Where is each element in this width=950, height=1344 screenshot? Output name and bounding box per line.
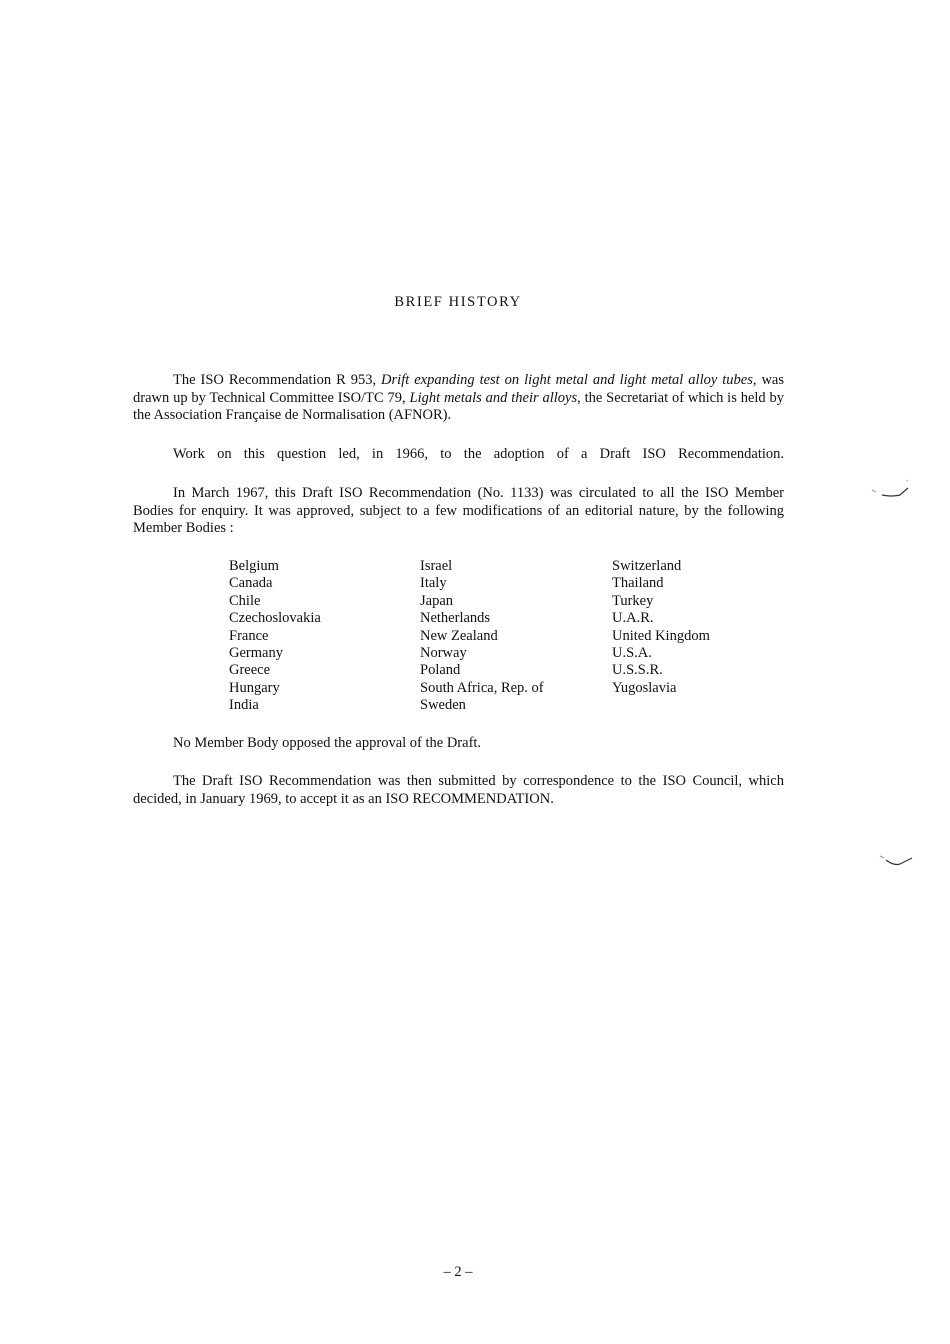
page-title: BRIEF HISTORY — [394, 294, 522, 310]
list-item: Germany — [229, 645, 283, 662]
list-item: Hungary — [229, 679, 280, 696]
paragraph-council-acceptance — [133, 773, 784, 808]
list-item: South Africa, Rep. of — [420, 679, 544, 696]
list-item: United Kingdom — [612, 627, 710, 644]
list-item: Poland — [420, 662, 461, 679]
list-item: Japan — [420, 592, 454, 609]
list-item: Israel — [420, 558, 453, 574]
p1-text-e: , the Secretariat of which is held by the Association Française de Normalisation (AFNOR). — [133, 389, 784, 423]
list-item: France — [229, 627, 269, 644]
page-number: – 2 – — [443, 1264, 473, 1280]
paragraph-recommendation-origin — [133, 372, 784, 425]
paragraph-circulation — [133, 485, 784, 538]
list-item: Yugoslavia — [612, 679, 677, 696]
list-item: Greece — [229, 662, 271, 679]
p1-committee-italic: Light metals and their alloys — [409, 389, 578, 406]
list-item: Canada — [229, 575, 273, 592]
scan-mark-icon — [868, 478, 912, 508]
p2-text: Work on this question led, in 1966, to the adoption of a Draft ISO Recommendation. — [173, 446, 784, 462]
paragraph-draft-adoption — [133, 446, 784, 464]
list-item: Italy — [420, 575, 447, 592]
list-item: Belgium — [229, 558, 279, 574]
list-item: U.S.A. — [612, 645, 652, 662]
list-item: Switzerland — [612, 558, 682, 574]
p1-text-c: , was drawn up by Technical Committee ISO/TC 79, — [133, 372, 784, 406]
list-item: New Zealand — [420, 627, 498, 644]
p1-text-a: The ISO Recommendation R 953, — [173, 372, 382, 388]
member-bodies-list — [229, 558, 749, 718]
list-item: India — [229, 697, 259, 714]
p4-text: No Member Body opposed the approval of the Draft. — [173, 735, 482, 751]
list-item: U.S.S.R. — [612, 662, 663, 679]
scan-mark-icon — [876, 850, 916, 874]
p3-text: In March 1967, this Draft ISO Recommendation (No. 1133) was circulated to all the ISO Member Bodies for enquiry. It was approved, subject to a few modifications of an editorial nature, by the following Member Bodies : — [133, 485, 784, 536]
paragraph-no-opposition — [133, 735, 784, 753]
p5-text: The Draft ISO Recommendation was then submitted by correspondence to the ISO Council, which decided, in January 1969, to accept it as an ISO RECOMMENDATION. — [133, 773, 784, 807]
list-item: U.A.R. — [612, 610, 654, 627]
member-bodies-column-2 — [420, 558, 544, 715]
list-item: Chile — [229, 592, 261, 609]
p1-title-italic: Drift expanding test on light metal and light metal alloy tubes — [381, 372, 753, 388]
list-item: Netherlands — [420, 610, 491, 627]
list-item: Norway — [420, 645, 467, 662]
list-item: Turkey — [612, 592, 654, 609]
list-item: Sweden — [420, 697, 466, 714]
member-bodies-column-1 — [229, 558, 321, 715]
member-bodies-column-3 — [612, 558, 710, 697]
list-item: Czechoslovakia — [229, 610, 321, 627]
list-item: Thailand — [612, 575, 664, 592]
